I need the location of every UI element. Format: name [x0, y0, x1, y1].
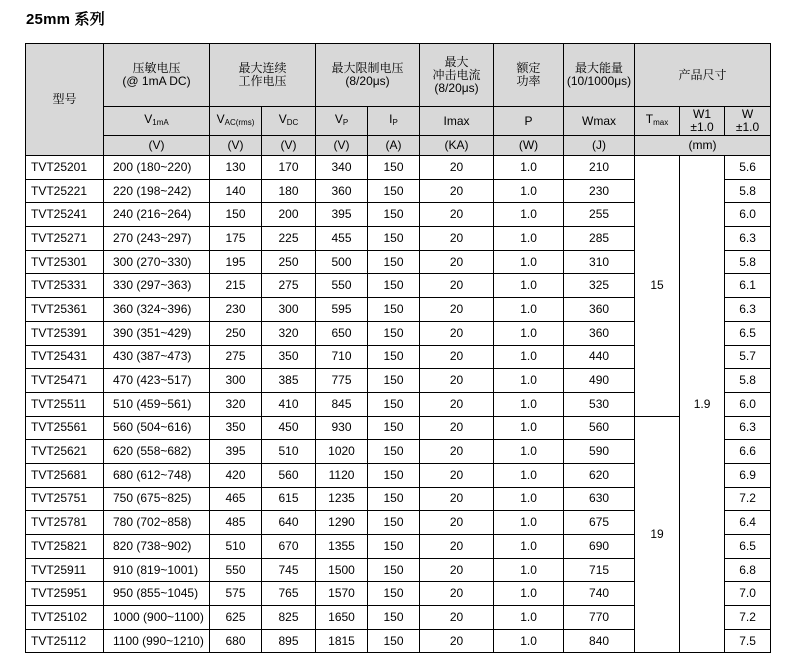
cell-imax: 20 — [420, 274, 494, 298]
cell-imax: 20 — [420, 321, 494, 345]
cell-w: 6.8 — [725, 558, 771, 582]
cell-wmax: 620 — [564, 463, 635, 487]
cell-ip: 150 — [368, 440, 420, 464]
cell-vp: 1570 — [316, 582, 368, 606]
cell-wmax: 590 — [564, 440, 635, 464]
unit-mm: (mm) — [635, 136, 771, 156]
cell-imax: 20 — [420, 369, 494, 393]
header-max-clamping-line2: (8/20μs) — [345, 74, 390, 88]
cell-vp: 360 — [316, 179, 368, 203]
header-max-clamping-line1: 最大限制电压 — [331, 61, 404, 75]
cell-w: 7.2 — [725, 487, 771, 511]
cell-w: 7.2 — [725, 606, 771, 630]
cell-p: 1.0 — [494, 416, 564, 440]
cell-ip: 150 — [368, 535, 420, 559]
cell-wmax: 310 — [564, 250, 635, 274]
header-rated-power — [494, 44, 564, 107]
cell-vp: 500 — [316, 250, 368, 274]
sym-w-line2: ±1.0 — [735, 120, 760, 134]
cell-wmax: 715 — [564, 558, 635, 582]
cell-wmax: 690 — [564, 535, 635, 559]
header-varistor-voltage — [104, 44, 210, 107]
cell-p: 1.0 — [494, 582, 564, 606]
sym-w — [725, 107, 771, 136]
cell-vp: 1290 — [316, 511, 368, 535]
sym-vac-main: V — [216, 112, 225, 126]
cell-vdc: 745 — [262, 558, 316, 582]
cell-v1ma: 240 (216~264) — [104, 203, 210, 227]
sym-vdc-sub: DC — [286, 118, 299, 127]
cell-w: 6.3 — [725, 416, 771, 440]
cell-v1ma: 620 (558~682) — [104, 440, 210, 464]
cell-imax: 20 — [420, 203, 494, 227]
sym-ip — [368, 107, 420, 136]
cell-p: 1.0 — [494, 535, 564, 559]
header-max-continuous-line1: 最大连续 — [238, 61, 287, 75]
cell-vp: 395 — [316, 203, 368, 227]
cell-p: 1.0 — [494, 321, 564, 345]
cell-vp: 1815 — [316, 629, 368, 653]
sym-v1ma — [104, 107, 210, 136]
cell-vp: 550 — [316, 274, 368, 298]
header-varistor-voltage-line2: (@ 1mA DC) — [122, 74, 191, 88]
sym-p: P — [494, 107, 564, 136]
unit-ip: (A) — [368, 136, 420, 156]
cell-w: 5.6 — [725, 156, 771, 180]
cell-vac: 350 — [210, 416, 262, 440]
header-model: 型号 — [26, 44, 104, 156]
cell-vac: 395 — [210, 440, 262, 464]
cell-vac: 510 — [210, 535, 262, 559]
table-header — [26, 44, 771, 156]
cell-v1ma: 560 (504~616) — [104, 416, 210, 440]
cell-vp: 775 — [316, 369, 368, 393]
sym-v1ma-sub: 1mA — [152, 118, 169, 127]
cell-w: 5.7 — [725, 345, 771, 369]
cell-v1ma: 680 (612~748) — [104, 463, 210, 487]
header-max-energy-line2: (10/1000μs) — [566, 74, 632, 88]
cell-vdc: 615 — [262, 487, 316, 511]
cell-w: 6.1 — [725, 274, 771, 298]
cell-p: 1.0 — [494, 203, 564, 227]
cell-imax: 20 — [420, 298, 494, 322]
cell-vac: 625 — [210, 606, 262, 630]
header-max-surge-line3: (8/20μs) — [434, 80, 479, 95]
cell-p: 1.0 — [494, 179, 564, 203]
cell-vac: 230 — [210, 298, 262, 322]
sym-w-line1: W — [741, 107, 754, 121]
cell-model: TVT25621 — [26, 440, 104, 464]
cell-model: TVT25781 — [26, 511, 104, 535]
cell-model: TVT25951 — [26, 582, 104, 606]
header-row-labels — [26, 44, 771, 107]
cell-v1ma: 950 (855~1045) — [104, 582, 210, 606]
cell-model: TVT25821 — [26, 535, 104, 559]
cell-wmax: 360 — [564, 321, 635, 345]
cell-model: TVT25391 — [26, 321, 104, 345]
header-max-surge — [420, 44, 494, 107]
cell-imax: 20 — [420, 250, 494, 274]
sym-ip-main: I — [389, 112, 393, 126]
cell-w: 5.8 — [725, 369, 771, 393]
table-row — [26, 156, 771, 180]
cell-vdc: 250 — [262, 250, 316, 274]
cell-vac: 420 — [210, 463, 262, 487]
cell-vac: 550 — [210, 558, 262, 582]
cell-tmax: 19 — [635, 416, 680, 653]
cell-vp: 1355 — [316, 535, 368, 559]
cell-vac: 150 — [210, 203, 262, 227]
cell-imax: 20 — [420, 416, 494, 440]
header-max-continuous — [210, 44, 316, 107]
cell-p: 1.0 — [494, 629, 564, 653]
cell-p: 1.0 — [494, 250, 564, 274]
sym-wmax: Wmax — [564, 107, 635, 136]
cell-model: TVT25331 — [26, 274, 104, 298]
cell-vdc: 385 — [262, 369, 316, 393]
cell-p: 1.0 — [494, 606, 564, 630]
cell-vac: 130 — [210, 156, 262, 180]
cell-imax: 20 — [420, 392, 494, 416]
cell-model: TVT25112 — [26, 629, 104, 653]
cell-vp: 845 — [316, 392, 368, 416]
sym-vp-sub: P — [342, 118, 349, 127]
cell-w: 6.3 — [725, 227, 771, 251]
header-max-energy — [564, 44, 635, 107]
cell-model: TVT25471 — [26, 369, 104, 393]
header-max-surge-line2: 冲击电流 — [432, 67, 481, 82]
cell-v1ma: 510 (459~561) — [104, 392, 210, 416]
cell-vp: 595 — [316, 298, 368, 322]
cell-model: TVT25102 — [26, 606, 104, 630]
cell-p: 1.0 — [494, 463, 564, 487]
cell-w1: 1.9 — [680, 156, 725, 653]
cell-ip: 150 — [368, 345, 420, 369]
cell-ip: 150 — [368, 392, 420, 416]
cell-p: 1.0 — [494, 345, 564, 369]
cell-model: TVT25681 — [26, 463, 104, 487]
header-dimensions: 产品尺寸 — [635, 44, 771, 107]
cell-p: 1.0 — [494, 440, 564, 464]
cell-imax: 20 — [420, 227, 494, 251]
sym-vp — [316, 107, 368, 136]
cell-imax: 20 — [420, 535, 494, 559]
cell-imax: 20 — [420, 440, 494, 464]
unit-imax: (KA) — [420, 136, 494, 156]
cell-vac: 195 — [210, 250, 262, 274]
cell-model: TVT25431 — [26, 345, 104, 369]
cell-w: 5.8 — [725, 179, 771, 203]
cell-vdc: 410 — [262, 392, 316, 416]
sym-imax: Imax — [420, 107, 494, 136]
cell-ip: 150 — [368, 511, 420, 535]
cell-ip: 150 — [368, 321, 420, 345]
cell-ip: 150 — [368, 606, 420, 630]
cell-vac: 320 — [210, 392, 262, 416]
cell-wmax: 675 — [564, 511, 635, 535]
cell-model: TVT25911 — [26, 558, 104, 582]
header-rated-power-line1: 额定 — [516, 61, 541, 75]
cell-w: 7.5 — [725, 629, 771, 653]
cell-vdc: 670 — [262, 535, 316, 559]
cell-v1ma: 470 (423~517) — [104, 369, 210, 393]
cell-v1ma: 390 (351~429) — [104, 321, 210, 345]
cell-v1ma: 910 (819~1001) — [104, 558, 210, 582]
cell-vdc: 200 — [262, 203, 316, 227]
cell-ip: 150 — [368, 274, 420, 298]
cell-model: TVT25221 — [26, 179, 104, 203]
cell-wmax: 530 — [564, 392, 635, 416]
cell-vdc: 895 — [262, 629, 316, 653]
cell-vp: 710 — [316, 345, 368, 369]
cell-v1ma: 300 (270~330) — [104, 250, 210, 274]
cell-vdc: 350 — [262, 345, 316, 369]
header-row-units — [26, 136, 771, 156]
cell-v1ma: 200 (180~220) — [104, 156, 210, 180]
cell-ip: 150 — [368, 416, 420, 440]
cell-v1ma: 750 (675~825) — [104, 487, 210, 511]
cell-vp: 1120 — [316, 463, 368, 487]
cell-v1ma: 1000 (900~1100) — [104, 606, 210, 630]
sym-tmax-sub: max — [653, 118, 669, 127]
unit-vp: (V) — [316, 136, 368, 156]
header-max-energy-line1: 最大能量 — [575, 61, 624, 75]
cell-wmax: 285 — [564, 227, 635, 251]
cell-v1ma: 1100 (990~1210) — [104, 629, 210, 653]
page-title: 25mm 系列 — [26, 11, 105, 28]
cell-wmax: 325 — [564, 274, 635, 298]
cell-ip: 150 — [368, 369, 420, 393]
cell-vdc: 450 — [262, 416, 316, 440]
cell-imax: 20 — [420, 179, 494, 203]
sym-v1ma-main: V — [144, 112, 153, 126]
sym-vac — [210, 107, 262, 136]
cell-p: 1.0 — [494, 274, 564, 298]
cell-p: 1.0 — [494, 298, 564, 322]
cell-vac: 250 — [210, 321, 262, 345]
cell-vp: 930 — [316, 416, 368, 440]
cell-p: 1.0 — [494, 511, 564, 535]
cell-v1ma: 220 (198~242) — [104, 179, 210, 203]
cell-model: TVT25241 — [26, 203, 104, 227]
header-max-continuous-line2: 工作电压 — [238, 74, 287, 88]
cell-ip: 150 — [368, 250, 420, 274]
cell-vdc: 560 — [262, 463, 316, 487]
cell-tmax: 15 — [635, 156, 680, 417]
header-row-symbols — [26, 107, 771, 136]
unit-p: (W) — [494, 136, 564, 156]
unit-vdc: (V) — [262, 136, 316, 156]
cell-wmax: 560 — [564, 416, 635, 440]
cell-w: 6.3 — [725, 298, 771, 322]
cell-ip: 150 — [368, 203, 420, 227]
cell-wmax: 210 — [564, 156, 635, 180]
sym-w1 — [680, 107, 725, 136]
cell-imax: 20 — [420, 558, 494, 582]
cell-vp: 1020 — [316, 440, 368, 464]
cell-p: 1.0 — [494, 487, 564, 511]
cell-wmax: 255 — [564, 203, 635, 227]
sym-vdc — [262, 107, 316, 136]
cell-p: 1.0 — [494, 227, 564, 251]
sym-w1-line1: W1 — [693, 107, 712, 121]
cell-w: 6.5 — [725, 321, 771, 345]
cell-v1ma: 330 (297~363) — [104, 274, 210, 298]
cell-wmax: 840 — [564, 629, 635, 653]
cell-model: TVT25751 — [26, 487, 104, 511]
cell-ip: 150 — [368, 179, 420, 203]
cell-vp: 340 — [316, 156, 368, 180]
cell-imax: 20 — [420, 606, 494, 630]
cell-model: TVT25561 — [26, 416, 104, 440]
sym-ip-sub: P — [392, 118, 398, 127]
cell-vp: 1650 — [316, 606, 368, 630]
cell-imax: 20 — [420, 582, 494, 606]
header-max-clamping — [316, 44, 420, 107]
cell-vac: 215 — [210, 274, 262, 298]
cell-wmax: 440 — [564, 345, 635, 369]
cell-p: 1.0 — [494, 558, 564, 582]
cell-vdc: 300 — [262, 298, 316, 322]
cell-vac: 175 — [210, 227, 262, 251]
header-varistor-voltage-line1: 压敏电压 — [132, 61, 181, 75]
cell-v1ma: 820 (738~902) — [104, 535, 210, 559]
cell-ip: 150 — [368, 558, 420, 582]
cell-vac: 300 — [210, 369, 262, 393]
cell-imax: 20 — [420, 345, 494, 369]
cell-w: 6.0 — [725, 203, 771, 227]
cell-wmax: 740 — [564, 582, 635, 606]
cell-ip: 150 — [368, 156, 420, 180]
cell-ip: 150 — [368, 487, 420, 511]
sym-tmax — [635, 107, 680, 136]
sym-vac-sub: AC(rms) — [224, 118, 255, 127]
sym-vp-main: V — [334, 112, 343, 126]
cell-vdc: 765 — [262, 582, 316, 606]
cell-ip: 150 — [368, 463, 420, 487]
cell-p: 1.0 — [494, 156, 564, 180]
cell-vac: 140 — [210, 179, 262, 203]
cell-ip: 150 — [368, 629, 420, 653]
cell-vp: 650 — [316, 321, 368, 345]
spec-table — [25, 43, 771, 653]
cell-imax: 20 — [420, 629, 494, 653]
cell-v1ma: 780 (702~858) — [104, 511, 210, 535]
cell-ip: 150 — [368, 298, 420, 322]
unit-wmax: (J) — [564, 136, 635, 156]
unit-vac: (V) — [210, 136, 262, 156]
cell-vdc: 275 — [262, 274, 316, 298]
cell-w: 6.6 — [725, 440, 771, 464]
cell-model: TVT25271 — [26, 227, 104, 251]
cell-wmax: 490 — [564, 369, 635, 393]
cell-ip: 150 — [368, 227, 420, 251]
table-body — [26, 156, 771, 653]
cell-w: 6.4 — [725, 511, 771, 535]
sym-w1-line2: ±1.0 — [690, 120, 714, 134]
cell-w: 7.0 — [725, 582, 771, 606]
cell-vdc: 825 — [262, 606, 316, 630]
cell-wmax: 230 — [564, 179, 635, 203]
cell-w: 6.5 — [725, 535, 771, 559]
cell-vp: 1235 — [316, 487, 368, 511]
cell-wmax: 630 — [564, 487, 635, 511]
cell-imax: 20 — [420, 463, 494, 487]
cell-vdc: 510 — [262, 440, 316, 464]
cell-p: 1.0 — [494, 392, 564, 416]
cell-vac: 680 — [210, 629, 262, 653]
header-rated-power-line2: 功率 — [516, 74, 541, 88]
cell-model: TVT25511 — [26, 392, 104, 416]
cell-imax: 20 — [420, 487, 494, 511]
cell-w: 6.9 — [725, 463, 771, 487]
cell-vdc: 180 — [262, 179, 316, 203]
cell-wmax: 770 — [564, 606, 635, 630]
table-row — [26, 416, 771, 440]
cell-vac: 465 — [210, 487, 262, 511]
cell-ip: 150 — [368, 582, 420, 606]
cell-model: TVT25361 — [26, 298, 104, 322]
cell-v1ma: 430 (387~473) — [104, 345, 210, 369]
cell-model: TVT25201 — [26, 156, 104, 180]
unit-v1ma: (V) — [104, 136, 210, 156]
cell-wmax: 360 — [564, 298, 635, 322]
cell-vdc: 170 — [262, 156, 316, 180]
cell-v1ma: 360 (324~396) — [104, 298, 210, 322]
cell-v1ma: 270 (243~297) — [104, 227, 210, 251]
cell-vdc: 640 — [262, 511, 316, 535]
cell-vdc: 320 — [262, 321, 316, 345]
cell-vp: 455 — [316, 227, 368, 251]
sym-tmax-main: T — [645, 112, 654, 126]
cell-p: 1.0 — [494, 369, 564, 393]
cell-vdc: 225 — [262, 227, 316, 251]
cell-vac: 575 — [210, 582, 262, 606]
cell-vac: 275 — [210, 345, 262, 369]
cell-vac: 485 — [210, 511, 262, 535]
cell-vp: 1500 — [316, 558, 368, 582]
cell-w: 5.8 — [725, 250, 771, 274]
sym-vdc-main: V — [278, 112, 287, 126]
cell-imax: 20 — [420, 156, 494, 180]
cell-imax: 20 — [420, 511, 494, 535]
header-max-surge-line1: 最大 — [444, 54, 469, 69]
cell-model: TVT25301 — [26, 250, 104, 274]
cell-w: 6.0 — [725, 392, 771, 416]
